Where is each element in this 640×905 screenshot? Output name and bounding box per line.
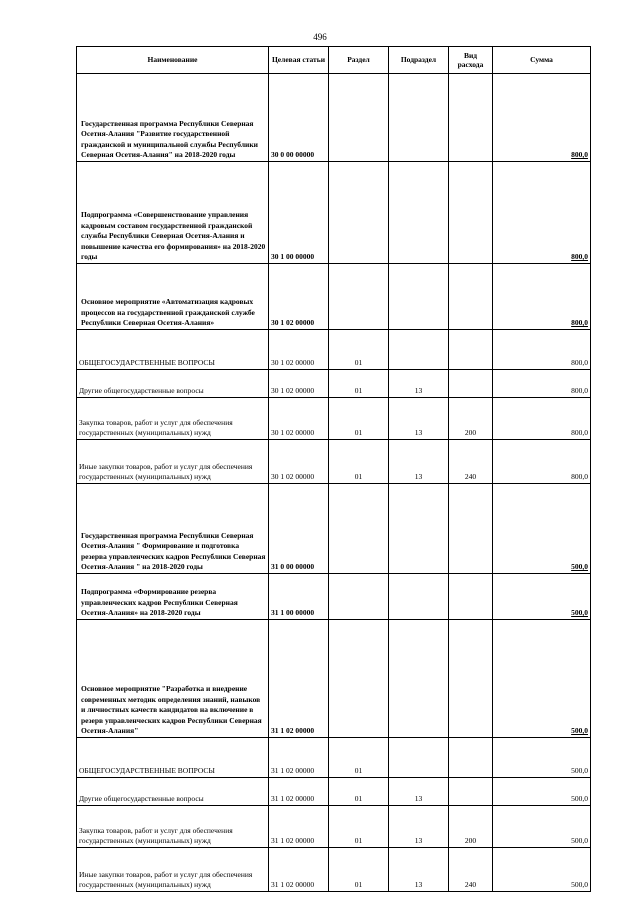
table-header-row bbox=[77, 47, 591, 74]
cell-section: 01 bbox=[329, 806, 389, 848]
cell-name: ОБЩЕГОСУДАРСТВЕННЫЕ ВОПРОСЫ bbox=[77, 738, 269, 778]
cell-name: Закупка товаров, работ и услуг для обеспечения государственных (муниципальных) нужд bbox=[77, 806, 269, 848]
cell-target: 31 0 00 00000 bbox=[269, 484, 329, 574]
page-number: 496 bbox=[313, 32, 327, 42]
cell-target: 30 1 02 00000 bbox=[269, 370, 329, 398]
cell-section: 01 bbox=[329, 848, 389, 892]
cell-subsection bbox=[389, 484, 449, 574]
cell-section: 01 bbox=[329, 778, 389, 806]
table-row bbox=[77, 620, 591, 738]
cell-subsection bbox=[389, 74, 449, 162]
cell-name: Основное мероприятие «Автоматизация кадровых процессов на государственной гражданской службе Республики Северная Осетия-Алания» bbox=[77, 264, 269, 330]
cell-subsection bbox=[389, 620, 449, 738]
cell-sum: 500,0 bbox=[493, 574, 591, 620]
cell-sum: 800,0 bbox=[493, 440, 591, 484]
col-header-section: Раздел bbox=[329, 47, 389, 74]
cell-target: 31 1 02 00000 bbox=[269, 848, 329, 892]
cell-name: Государственная программа Республики Северная Осетия-Алания " Формирование и подготовка резерва управленческих кадров Республики Северная Осетия-Алания " на 2018-2020 годы bbox=[77, 484, 269, 574]
cell-section bbox=[329, 574, 389, 620]
cell-type bbox=[449, 778, 493, 806]
cell-sum: 800,0 bbox=[493, 264, 591, 330]
table-row bbox=[77, 440, 591, 484]
cell-target: 30 1 02 00000 bbox=[269, 330, 329, 370]
cell-target: 30 1 00 00000 bbox=[269, 162, 329, 264]
cell-name: ОБЩЕГОСУДАРСТВЕННЫЕ ВОПРОСЫ bbox=[77, 330, 269, 370]
cell-subsection bbox=[389, 330, 449, 370]
cell-type bbox=[449, 620, 493, 738]
cell-sum: 800,0 bbox=[493, 162, 591, 264]
cell-sum: 800,0 bbox=[493, 370, 591, 398]
cell-target: 31 1 02 00000 bbox=[269, 806, 329, 848]
cell-type bbox=[449, 162, 493, 264]
cell-section: 01 bbox=[329, 738, 389, 778]
cell-section: 01 bbox=[329, 370, 389, 398]
cell-name: Иные закупки товаров, работ и услуг для обеспечения государственных (муниципальных) нужд bbox=[77, 440, 269, 484]
cell-subsection: 13 bbox=[389, 848, 449, 892]
cell-target: 31 1 00 00000 bbox=[269, 574, 329, 620]
table-row bbox=[77, 370, 591, 398]
cell-type bbox=[449, 738, 493, 778]
cell-section bbox=[329, 484, 389, 574]
table-row bbox=[77, 806, 591, 848]
cell-target: 30 1 02 00000 bbox=[269, 440, 329, 484]
cell-name: Подпрограмма «Формирование резерва управленческих кадров Республики Северная Осетия-Алания» на 2018-2020 годы bbox=[77, 574, 269, 620]
cell-target: 30 0 00 00000 bbox=[269, 74, 329, 162]
cell-section: 01 bbox=[329, 398, 389, 440]
cell-type bbox=[449, 74, 493, 162]
col-header-target: Целевая статьи bbox=[269, 47, 329, 74]
table-row bbox=[77, 574, 591, 620]
table-row bbox=[77, 264, 591, 330]
col-header-name: Наименование bbox=[77, 47, 269, 74]
table-row bbox=[77, 484, 591, 574]
cell-sum: 800,0 bbox=[493, 74, 591, 162]
cell-section bbox=[329, 264, 389, 330]
table-row bbox=[77, 778, 591, 806]
cell-target: 30 1 02 00000 bbox=[269, 398, 329, 440]
cell-name: Иные закупки товаров, работ и услуг для обеспечения государственных (муниципальных) нужд bbox=[77, 848, 269, 892]
cell-sum: 500,0 bbox=[493, 778, 591, 806]
col-header-sum: Сумма bbox=[493, 47, 591, 74]
cell-name: Другие общегосударственные вопросы bbox=[77, 370, 269, 398]
cell-type: 200 bbox=[449, 398, 493, 440]
cell-name: Подпрограмма «Совершенствование управления кадровым составом государственной гражданской службы Республики Северная Осетия-Алания и повышение качества его формирования» на 2018-2020 годы bbox=[77, 162, 269, 264]
table-row bbox=[77, 162, 591, 264]
cell-sum: 800,0 bbox=[493, 330, 591, 370]
cell-section: 01 bbox=[329, 330, 389, 370]
cell-type bbox=[449, 370, 493, 398]
cell-sum: 800,0 bbox=[493, 398, 591, 440]
cell-name: Основное мероприятие "Разработка и внедрение современных методик определения знаний, навыков и личностных качеств кандидатов на включение в резерв управленческих кадров Республики Северная Осетия-Алания" bbox=[77, 620, 269, 738]
cell-type: 240 bbox=[449, 848, 493, 892]
cell-target: 31 1 02 00000 bbox=[269, 738, 329, 778]
table-row bbox=[77, 330, 591, 370]
cell-sum: 500,0 bbox=[493, 620, 591, 738]
cell-subsection bbox=[389, 264, 449, 330]
cell-section: 01 bbox=[329, 440, 389, 484]
cell-sum: 500,0 bbox=[493, 848, 591, 892]
cell-target: 31 1 02 00000 bbox=[269, 778, 329, 806]
cell-subsection bbox=[389, 574, 449, 620]
table-row bbox=[77, 398, 591, 440]
cell-name: Другие общегосударственные вопросы bbox=[77, 778, 269, 806]
cell-name: Государственная программа Республики Северная Осетия-Алания "Развитие государственной гражданской и муниципальной службы Республики Северная Осетия-Алания" на 2018-2020 годы bbox=[77, 74, 269, 162]
cell-type: 200 bbox=[449, 806, 493, 848]
cell-sum: 500,0 bbox=[493, 738, 591, 778]
cell-section bbox=[329, 620, 389, 738]
cell-subsection: 13 bbox=[389, 398, 449, 440]
table-row bbox=[77, 74, 591, 162]
cell-type bbox=[449, 484, 493, 574]
cell-type: 240 bbox=[449, 440, 493, 484]
cell-subsection: 13 bbox=[389, 778, 449, 806]
cell-section bbox=[329, 74, 389, 162]
cell-sum: 500,0 bbox=[493, 806, 591, 848]
cell-sum: 500,0 bbox=[493, 484, 591, 574]
table-body bbox=[77, 74, 591, 892]
cell-section bbox=[329, 162, 389, 264]
cell-type bbox=[449, 574, 493, 620]
col-header-subsection: Подраздел bbox=[389, 47, 449, 74]
cell-target: 30 1 02 00000 bbox=[269, 264, 329, 330]
table-row bbox=[77, 738, 591, 778]
cell-subsection: 13 bbox=[389, 806, 449, 848]
cell-subsection: 13 bbox=[389, 440, 449, 484]
cell-name: Закупка товаров, работ и услуг для обеспечения государственных (муниципальных) нужд bbox=[77, 398, 269, 440]
cell-type bbox=[449, 330, 493, 370]
cell-subsection bbox=[389, 738, 449, 778]
col-header-type: Вид расхода bbox=[449, 47, 493, 74]
budget-table bbox=[76, 46, 591, 892]
table-row bbox=[77, 848, 591, 892]
cell-subsection bbox=[389, 162, 449, 264]
cell-subsection: 13 bbox=[389, 370, 449, 398]
cell-target: 31 1 02 00000 bbox=[269, 620, 329, 738]
cell-type bbox=[449, 264, 493, 330]
